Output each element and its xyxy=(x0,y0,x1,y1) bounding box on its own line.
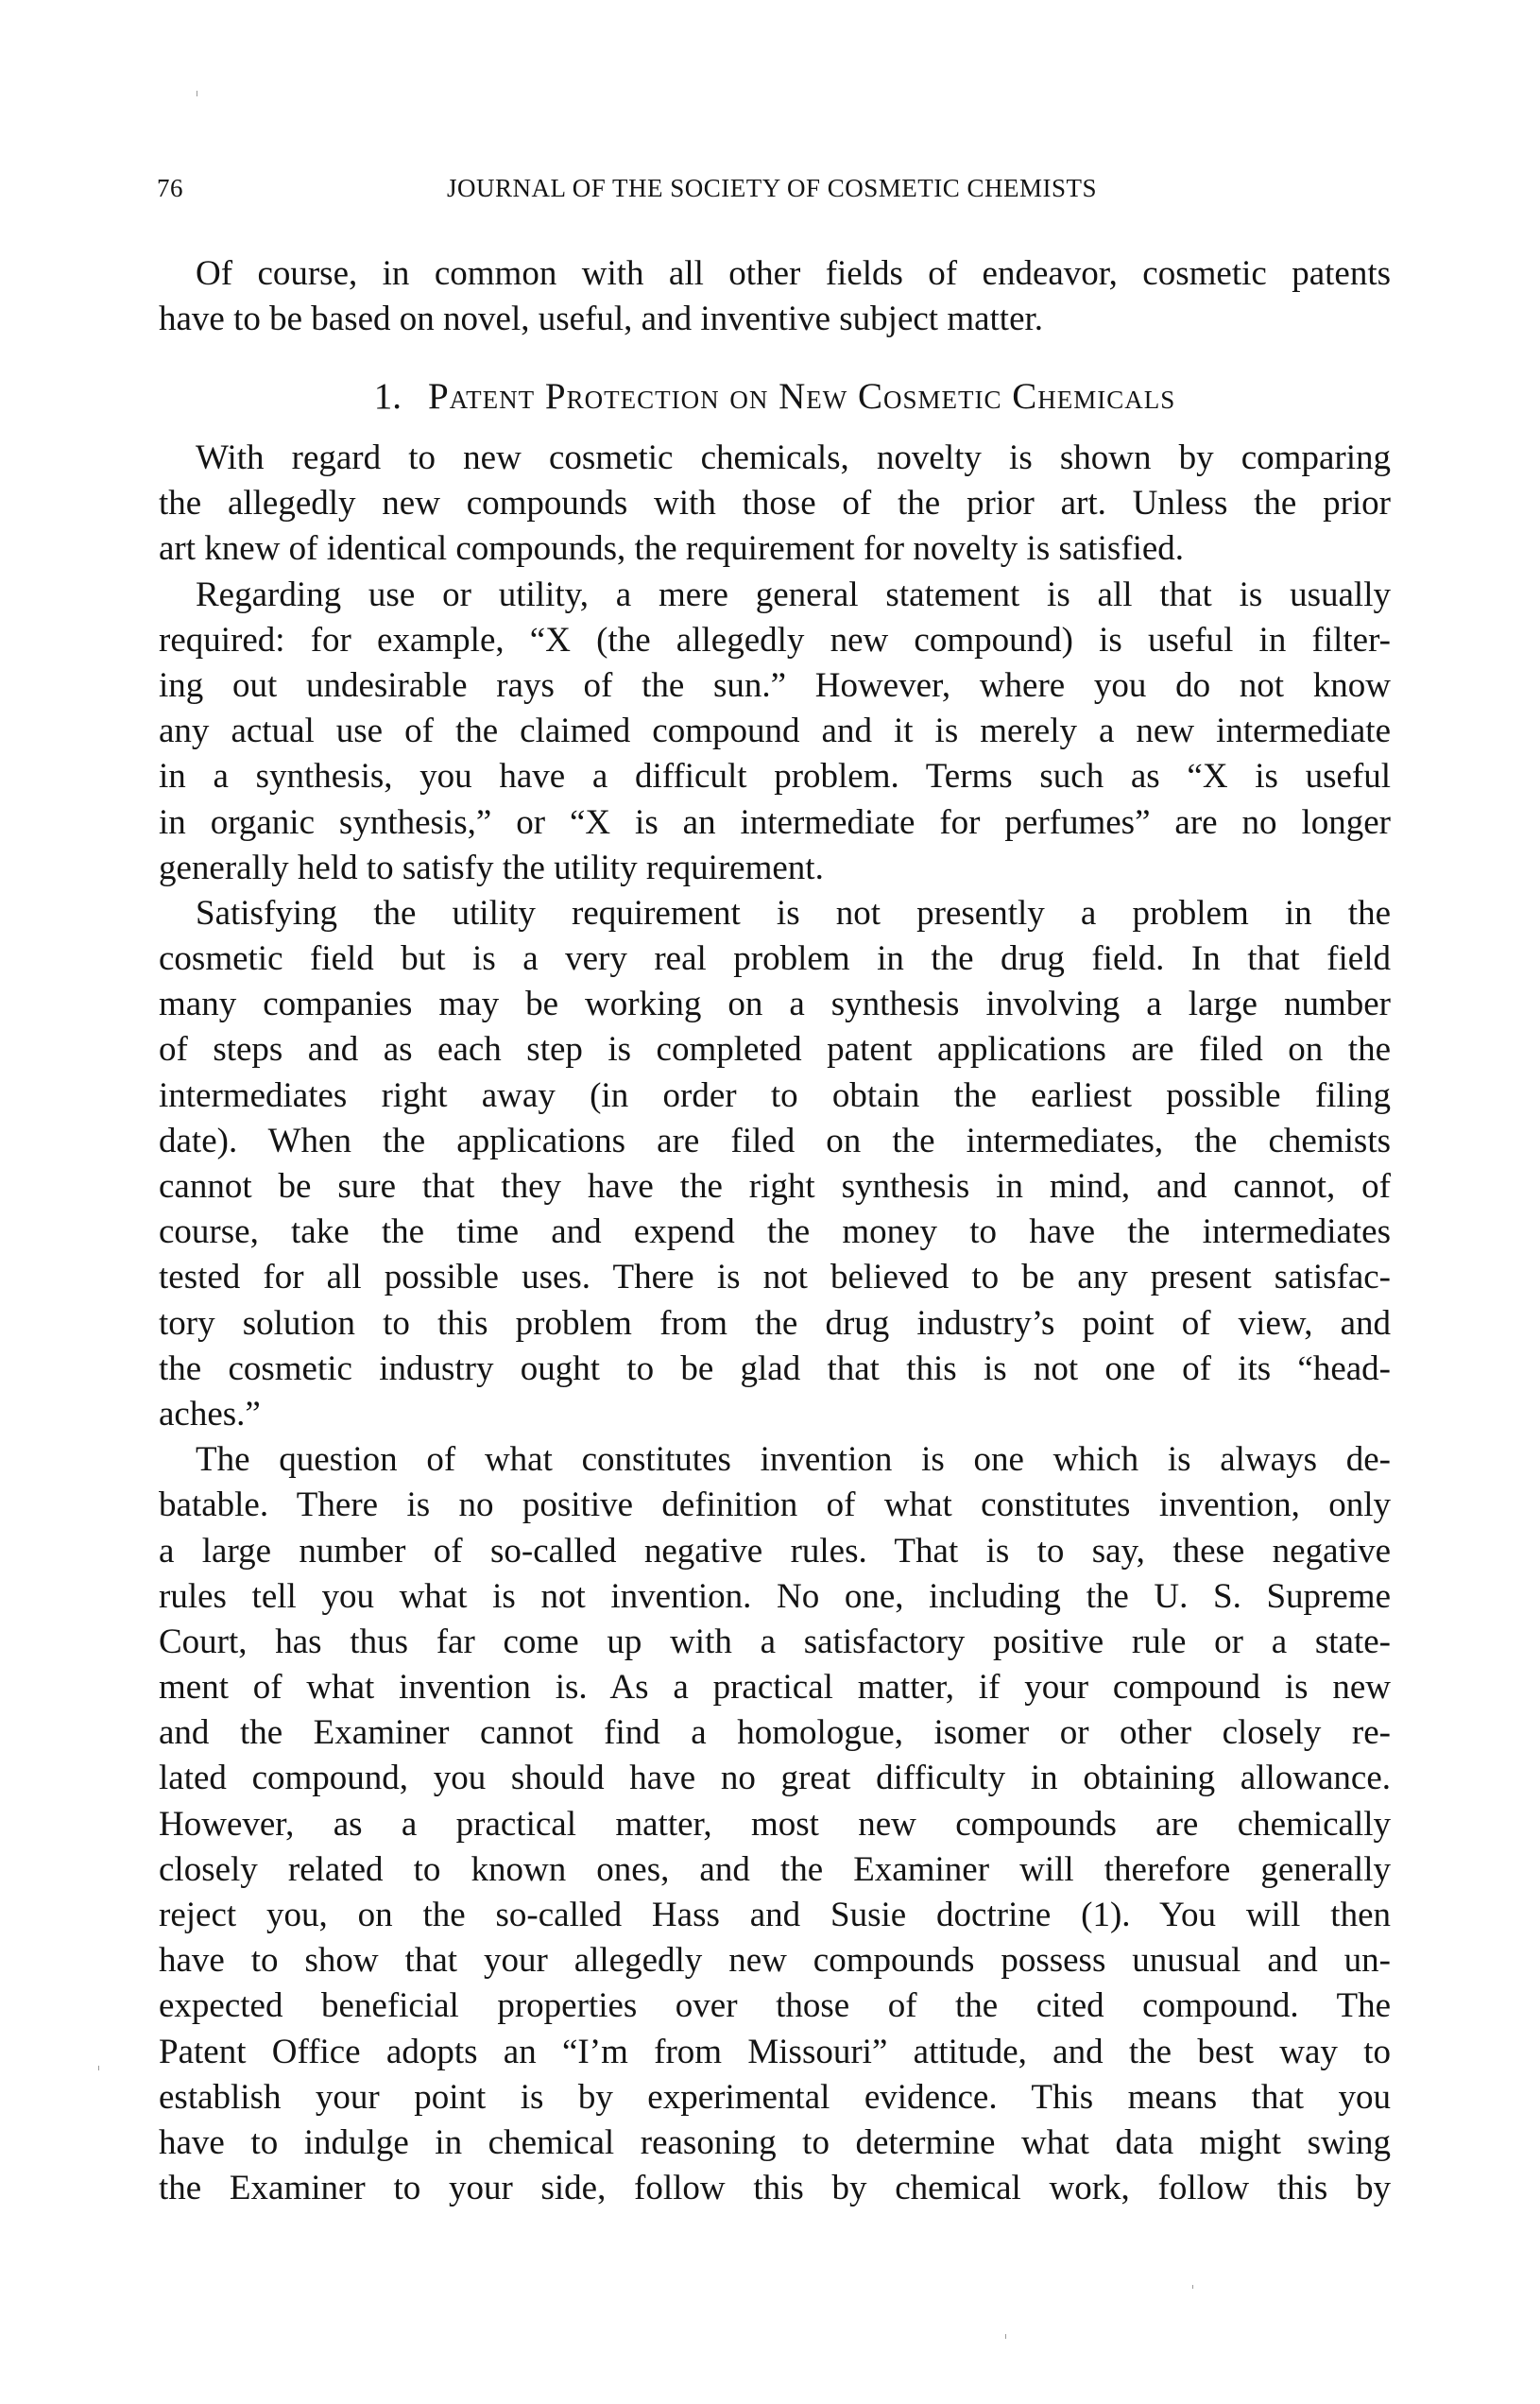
text-line: ment of what invention is. As a practical matter, if your compound is new xyxy=(159,1668,1391,1708)
paragraph-novelty xyxy=(159,436,1391,573)
paragraph-invention xyxy=(159,1437,1391,2211)
text-line: date). When the applications are filed on the intermediates, the chemists xyxy=(159,1121,1391,1160)
text-line: tested for all possible uses. There is not believed to be any present satisfac- xyxy=(159,1258,1391,1297)
text-line: batable. There is no positive definition of what constitutes invention, only xyxy=(159,1485,1391,1525)
scan-speck xyxy=(1005,2334,1006,2339)
text-line: reject you, on the so-called Hass and Susie doctrine (1). You will then xyxy=(159,1896,1391,1934)
text-line: Court, has thus far come up with a satisfactory positive rule or a state- xyxy=(159,1622,1391,1661)
journal-title: JOURNAL OF THE SOCIETY OF COSMETIC CHEMISTS xyxy=(446,174,1098,202)
section-heading xyxy=(159,376,1391,418)
text-line: in organic synthesis,” or “X is an intermediate for perfumes” are no longer xyxy=(159,802,1391,842)
page-number: 76 xyxy=(157,174,183,202)
text-line: The question of what constitutes invention is one which is always de- xyxy=(196,1440,1391,1480)
text-line: the cosmetic industry ought to be glad that this is not one of its “head- xyxy=(159,1348,1391,1388)
text-line: course, take the time and expend the money to have the intermediates xyxy=(159,1212,1391,1252)
paragraph-intro xyxy=(159,251,1391,342)
text-line: lated compound, you should have no great difficulty in obtaining allowance. xyxy=(159,1759,1391,1798)
text-line: required: for example, “X (the allegedly new compound) is useful in filter- xyxy=(159,620,1391,660)
text-line: have to show that your allegedly new compounds possess unusual and un- xyxy=(159,1941,1391,1981)
text-line: many companies may be working on a synthesis involving a large number xyxy=(159,985,1391,1024)
text-line: Regarding use or utility, a mere general statement is all that is usually xyxy=(196,575,1391,614)
text-line: in a synthesis, you have a difficult problem. Terms such as “X is useful xyxy=(159,757,1391,797)
text-line: Satisfying the utility requirement is not presently a problem in the xyxy=(196,893,1391,933)
section-title: Patent Protection on New Cosmetic Chemicals xyxy=(427,376,1176,417)
text-line: Patent Office adopts an “I’m from Missouri” attitude, and the best way to xyxy=(159,2032,1391,2071)
text-line: art knew of identical compounds, the requirement for novelty is satisfied. xyxy=(159,529,1185,569)
text-line: expected beneficial properties over those of the cited compound. The xyxy=(159,1986,1391,2026)
text-line: cosmetic field but is a very real problem in the drug field. In that field xyxy=(159,939,1391,979)
text-line: a large number of so-called negative rules. That is to say, these negative xyxy=(159,1531,1391,1571)
text-line: of steps and as each step is completed patent applications are filed on the xyxy=(159,1030,1391,1070)
text-line: generally held to satisfy the utility requirement. xyxy=(159,848,824,887)
body-text xyxy=(159,436,1391,2211)
text-line: Of course, in common with all other fields of endeavor, cosmetic patents xyxy=(196,254,1391,293)
text-line: closely related to known ones, and the Examiner will therefore generally xyxy=(159,1849,1391,1889)
running-head xyxy=(157,174,1391,206)
text-line: have to be based on novel, useful, and inventive subject matter. xyxy=(159,300,1044,339)
text-line: ing out undesirable rays of the sun.” However, where you do not know xyxy=(159,665,1391,705)
paragraph-utility xyxy=(159,573,1391,891)
text-line: However, as a practical matter, most new compounds are chemically xyxy=(159,1804,1391,1844)
text-line: With regard to new cosmetic chemicals, novelty is shown by comparing xyxy=(196,438,1391,477)
text-line: have to indulge in chemical reasoning to determine what data might swing xyxy=(159,2122,1391,2162)
text-line: establish your point is by experimental evidence. This means that you xyxy=(159,2077,1391,2117)
text-line: the allegedly new compounds with those of the prior art. Unless the prior xyxy=(159,484,1391,524)
text-line: and the Examiner cannot find a homologue, isomer or other closely re- xyxy=(159,1713,1391,1753)
text-line: cannot be sure that they have the right synthesis in mind, and cannot, of xyxy=(159,1167,1391,1206)
paragraph-drug-field xyxy=(159,891,1391,1437)
scan-speck xyxy=(98,2066,99,2070)
text-line: any actual use of the claimed compound and it is merely a new intermediate xyxy=(159,712,1391,751)
text-line: aches.” xyxy=(159,1394,261,1434)
text-line: rules tell you what is not invention. No one, including the U. S. Supreme xyxy=(159,1576,1391,1616)
section-number: 1. xyxy=(373,376,402,417)
text-line: tory solution to this problem from the drug industry’s point of view, and xyxy=(159,1303,1391,1343)
text-line: the Examiner to your side, follow this by chemical work, follow this by xyxy=(159,2169,1391,2208)
scan-speck xyxy=(1192,2285,1193,2289)
text-line: intermediates right away (in order to obtain the earliest possible filing xyxy=(159,1075,1391,1115)
